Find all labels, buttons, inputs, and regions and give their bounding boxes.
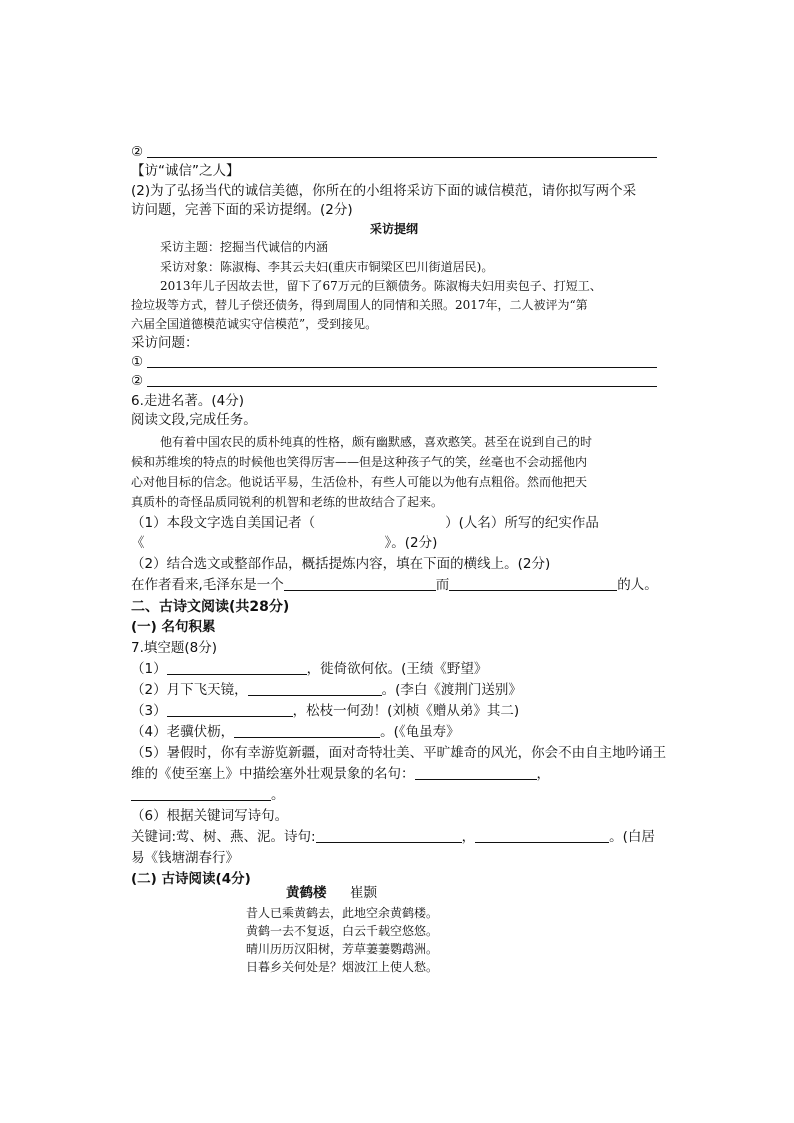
poem-line: 晴川历历汉阳树，芳草萋萋鹦鹉洲。 (246, 942, 439, 956)
answer-marker-2: ② (131, 144, 144, 160)
part-title: 二、古诗文阅读(共28分) (131, 599, 290, 615)
question-text: 访问题，完善下面的采访提纲。(2分) (131, 202, 353, 218)
question-text: (2)为了弘扬当代的诚信美德，你所在的小组将采访下面的诚信模范，请你拟写两个采 (131, 183, 637, 199)
answer-line (147, 386, 657, 387)
answer-blank[interactable] (475, 828, 609, 843)
poem-line: 昔人已乘黄鹤去，此地空余黄鹤楼。 (246, 906, 439, 920)
answer-line (147, 157, 657, 158)
poem-author: 崔颢 (350, 885, 377, 901)
answer-blank[interactable] (415, 765, 537, 780)
passage-line: 他有着中国农民的质朴纯真的性格，颇有幽默感，喜欢憨笑。甚至在说到自己的时 (160, 435, 593, 449)
instruction: 阅读文段,完成任务。 (131, 412, 257, 428)
question-title: 6.走进名著。(4分) (131, 393, 245, 409)
poem-line: 黄鹤一去不复返，白云千载空悠悠。 (246, 924, 439, 938)
subquestion: 《 》。(2分) (131, 535, 438, 551)
outline-topic: 采访主题：挖掘当代诚信的内涵 (160, 240, 329, 254)
fill-item: 易《钱塘湖春行》 (131, 850, 239, 866)
section-title: 【访“诚信”之人】 (131, 163, 240, 179)
fill-item: （2）月下飞天镜， 。(李白《渡荆门送别》 (131, 682, 522, 698)
answer-blank[interactable] (167, 702, 293, 717)
answer-blank[interactable] (248, 681, 382, 696)
answer-marker-1: ① (131, 354, 144, 370)
answer-blank[interactable] (284, 576, 436, 591)
outline-body: 捡垃圾等方式，替儿子偿还债务，得到周围人的同情和关照。2017年，二人被评为“第 (131, 298, 588, 312)
section-heading: (一) 名句积累 (131, 619, 216, 635)
fill-sentence: 在作者看来,毛泽东是一个 而 的人。 (131, 577, 658, 593)
fill-item: （6）根据关键词写诗句。 (131, 808, 289, 824)
fill-item: 维的《使至塞上》中描绘塞外壮观景象的名句： ， (131, 766, 550, 782)
answer-blank[interactable] (316, 828, 462, 843)
answer-blank[interactable] (131, 786, 271, 801)
question-title: 7.填空题(8分) (131, 640, 218, 656)
passage-line: 候和苏维埃的特点的时候他也笑得厉害——但是这种孩子气的笑，丝毫也不会动摇他内 (131, 455, 588, 469)
outline-title: 采访提纲 (370, 222, 419, 236)
answer-line (147, 367, 657, 368)
fill-item: （4）老骥伏枥， 。(《龟虽寿》 (131, 724, 460, 740)
fill-item: 。 (131, 786, 285, 804)
questions-label: 采访问题： (131, 335, 199, 351)
answer-marker-2: ② (131, 373, 144, 389)
outline-target: 采访对象：陈淑梅、李其云夫妇(重庆市铜梁区巴川街道居民)。 (160, 260, 494, 274)
passage-line: 真质朴的奇怪品质同锐利的机智和老练的世故结合了起来。 (131, 495, 444, 509)
answer-blank[interactable] (234, 723, 380, 738)
subquestion: （1）本段文字选自美国记者（ ）(人名）所写的纪实作品 (131, 515, 599, 531)
fill-item: 关键词:莺、树、燕、泥。诗句: ， 。(白居 (131, 829, 655, 845)
passage-line: 心对他目标的信念。他说话平易，生活俭朴，有些人可能以为他有点粗俗。然而他把天 (131, 475, 588, 489)
answer-blank[interactable] (167, 660, 307, 675)
subquestion: （2）结合选文或整部作品，概括提炼内容，填在下面的横线上。(2分) (131, 556, 551, 572)
poem-title: 黄鹤楼 (286, 885, 327, 901)
outline-body: 六届全国道德模范诚实守信模范”，受到接见。 (131, 317, 378, 331)
fill-item: （3） ，松枝一何劲！(刘桢《赠从弟》其二) (131, 703, 520, 719)
fill-item: （1） ，徙倚欲何依。(王绩《野望》 (131, 661, 488, 677)
poem-line: 日暮乡关何处是？烟波江上使人愁。 (246, 960, 439, 974)
outline-body: 2013年儿子因故去世，留下了67万元的巨额债务。陈淑梅夫妇用卖包子、打短工、 (160, 279, 602, 293)
section-heading: (二) 古诗阅读(4分) (131, 871, 251, 887)
answer-blank[interactable] (449, 576, 617, 591)
fill-item: （5）暑假时，你有幸游览新疆，面对奇特壮美、平旷雄奇的风光，你会不由自主地吟诵王 (131, 745, 667, 761)
